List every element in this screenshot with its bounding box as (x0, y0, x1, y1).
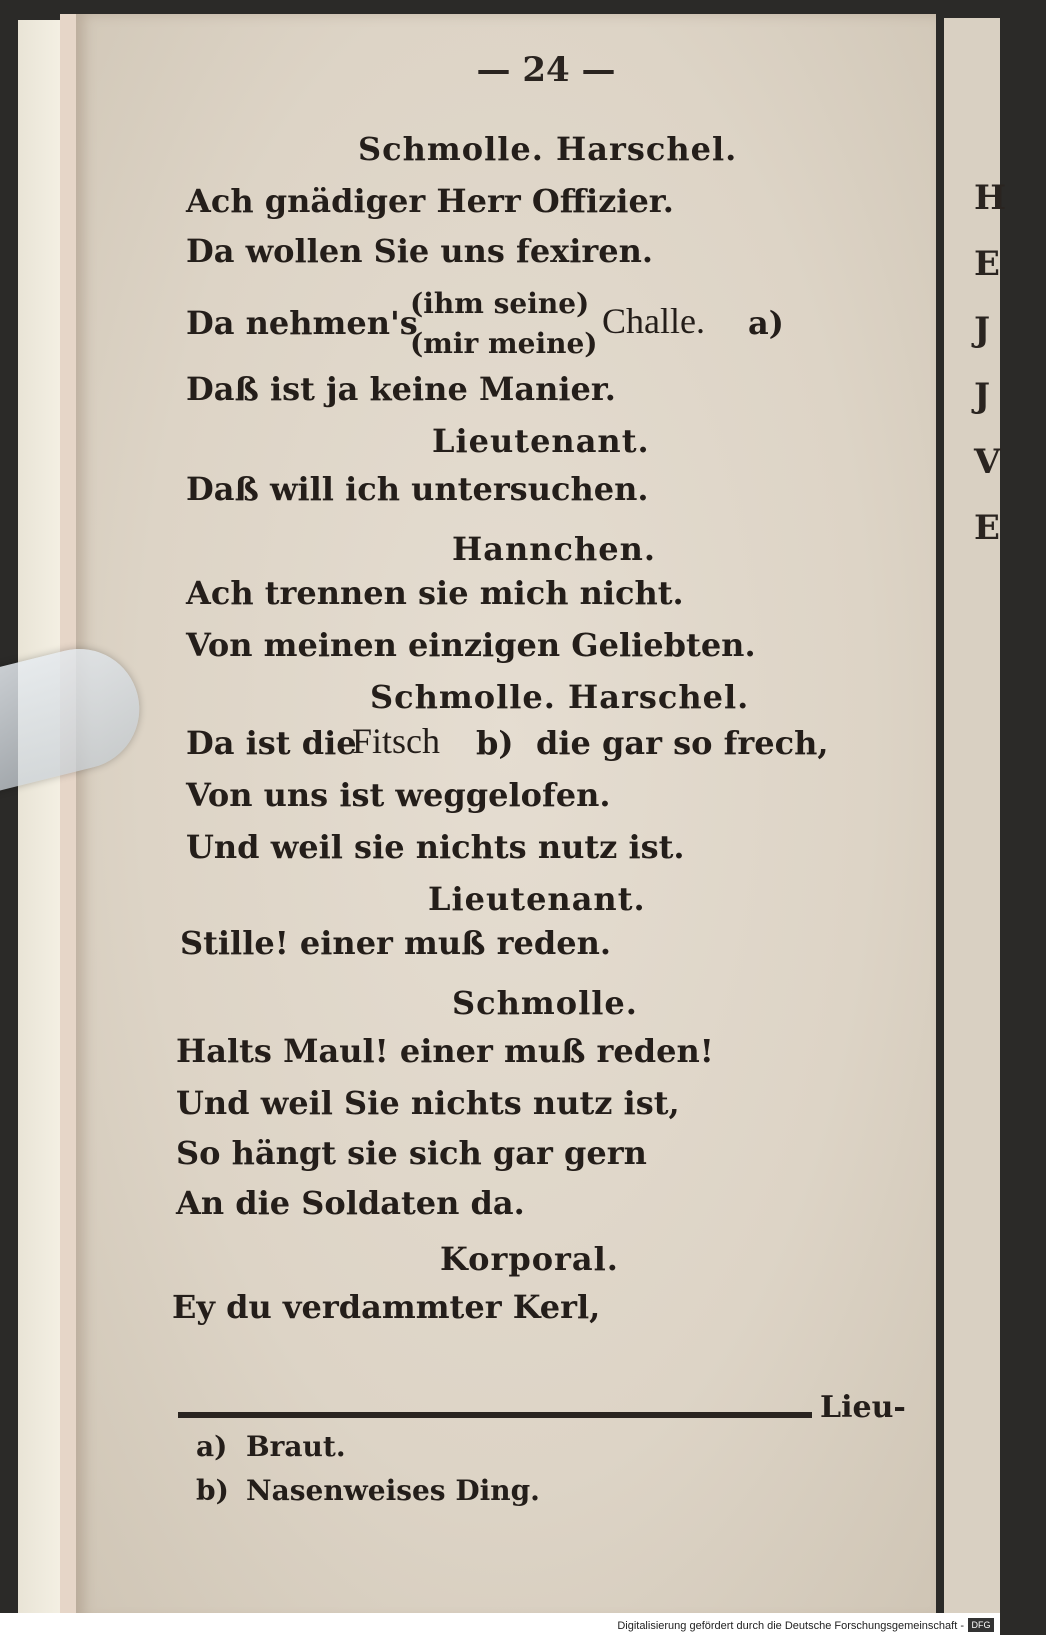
brace-bottom: (mir meine) (410, 327, 598, 360)
brace-word: Challe. (602, 301, 705, 341)
verse-line: Daß ist ja keine Manier. (186, 370, 616, 408)
verse-line: Da nehmen's (186, 304, 418, 342)
verse-line: Ach trennen sie mich nicht. (186, 574, 684, 612)
verse-line: die gar so frech, (536, 724, 829, 762)
speaker-heading: Hannchen. (452, 530, 657, 568)
footnote-ref: a) (748, 304, 784, 342)
footnote-ref: b) (476, 724, 514, 762)
footer-credit: Digitalisierung gefördert durch die Deutsche Forschungsgemeinschaft - (617, 1620, 964, 1632)
footnote-text: Nasenweises Ding. (246, 1474, 540, 1507)
speaker-heading: Schmolle. (452, 984, 638, 1022)
footnote-rule (178, 1412, 812, 1418)
verse-line: Stille! einer muß reden. (180, 924, 611, 962)
footer-bar (0, 1613, 1000, 1635)
next-page-glyph: H (974, 178, 1007, 218)
speaker-heading: Schmolle. Harschel. (358, 130, 738, 168)
speaker-heading: Lieutenant. (428, 880, 646, 918)
dfg-logo-icon: DFG (968, 1618, 994, 1632)
foreign-word: Fitsch (352, 721, 441, 761)
brace-top: (ihm seine) (410, 287, 590, 320)
verse-line: Da wollen Sie uns fexiren. (186, 232, 654, 270)
next-page-glyph: E (974, 508, 1000, 548)
speaker-heading: Korporal. (440, 1240, 619, 1278)
next-page-glyph: E (974, 244, 1000, 284)
next-page-edge (944, 18, 1007, 1618)
verse-line: An die Soldaten da. (176, 1184, 525, 1222)
footnote-mark: b) (196, 1474, 229, 1507)
footnote-mark: a) (196, 1430, 228, 1463)
page-number: — 24 — (476, 50, 616, 90)
verse-line: Und weil Sie nichts nutz ist, (176, 1084, 680, 1122)
catchword: Lieu- (820, 1390, 906, 1425)
verse-line: Von uns ist weggelofen. (186, 776, 611, 814)
verse-line: Halts Maul! einer muß reden! (176, 1032, 714, 1070)
verse-line: So hängt sie sich gar gern (176, 1134, 647, 1172)
speaker-heading: Lieutenant. (432, 422, 650, 460)
verse-line: Daß will ich untersuchen. (186, 470, 649, 508)
footnote-text: Braut. (246, 1430, 346, 1463)
speaker-heading: Schmolle. Harschel. (370, 678, 750, 716)
verse-line: Da ist die (186, 724, 357, 762)
verse-line: Ey du verdammter Kerl, (172, 1288, 601, 1326)
verse-line: Und weil sie nichts nutz ist. (186, 828, 685, 866)
verse-line: Ach gnädiger Herr Offizier. (186, 182, 674, 220)
brace-alternatives (410, 284, 598, 364)
next-page-glyph: V (974, 442, 1001, 482)
next-page-glyph: J (974, 376, 991, 416)
next-page-glyph: J (974, 310, 991, 350)
verse-line: Von meinen einzigen Geliebten. (186, 626, 756, 664)
